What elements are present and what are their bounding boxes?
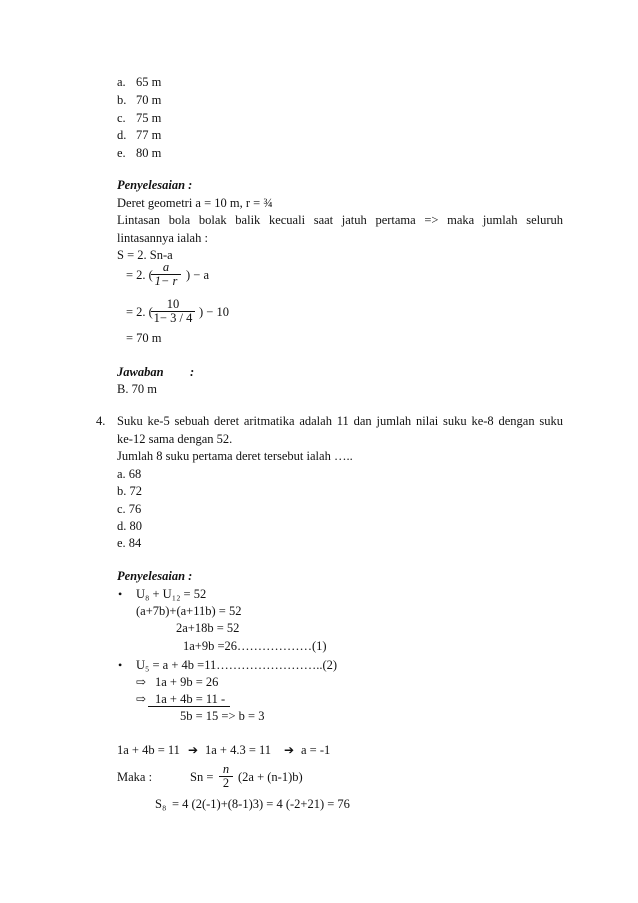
step-suffix: ) − 10 [199, 305, 229, 319]
sn-label: Sn = [190, 770, 214, 784]
s8-label: S₈ [155, 797, 167, 811]
equation-line: U₈ + U₁₂ = 52 [136, 587, 207, 601]
fraction-denominator: 2 [222, 776, 230, 790]
option-letter: c. [117, 111, 126, 125]
step-prefix: = 2. ( [126, 305, 153, 319]
sn-formula: (2a + (n-1)b) [238, 770, 303, 784]
arrow-right-icon: ⇨ [136, 692, 147, 706]
option-letter: a. [117, 75, 126, 89]
bullet-icon: • [118, 587, 123, 601]
fraction-a-over-1-minus-r [151, 261, 181, 288]
solution-heading: Penyelesaian : [117, 178, 193, 192]
explanation-line: Lintasan bola bolak balik kecuali saat jatuh pertama => maka jumlah seluruh [117, 213, 563, 227]
given-line: Deret geometri a = 10 m, r = ¾ [117, 196, 273, 210]
step-suffix: ) − a [186, 268, 210, 282]
equation-line: 1a + 4.3 = 11 [205, 743, 272, 757]
fraction-10-over-1-minus-3-4 [151, 298, 195, 325]
answer-colon: : [190, 365, 195, 379]
equation-line: 2a+18b = 52 [176, 621, 240, 635]
arrow-right-icon: ⇨ [136, 675, 147, 689]
equation-line: a = -1 [301, 743, 331, 757]
option-letter: b. [117, 93, 127, 107]
equation-line: 1a+9b =26………………(1) [183, 639, 327, 653]
fraction-numerator: n [219, 763, 233, 777]
s8-formula: = 4 (2(-1)+(8-1)3) = 4 (-2+21) = 76 [172, 797, 350, 811]
fraction-n-over-2 [219, 763, 233, 790]
arrow-right-icon: ➔ [188, 743, 199, 757]
maka-label: Maka : [117, 770, 153, 784]
option-letter: e. [117, 146, 126, 160]
subtraction-line [148, 706, 230, 707]
option-text: 75 m [136, 111, 162, 125]
option-text: 65 m [136, 75, 162, 89]
fraction-numerator: a [151, 261, 181, 275]
fraction-denominator: 1− 3 / 4 [153, 311, 193, 325]
option-text: 77 m [136, 128, 162, 142]
step-result: = 70 m [126, 331, 162, 345]
equation-line: 1a + 9b = 26 [155, 675, 219, 689]
equation-line: U₅ = a + 4b =11……………………..(2) [136, 658, 338, 672]
explanation-line: lintasannya ialah : [117, 231, 208, 245]
step-prefix: = 2. ( [126, 268, 153, 282]
formula-line: S = 2. Sn-a [117, 248, 173, 262]
equation-line: (a+7b)+(a+11b) = 52 [136, 604, 242, 618]
solution-heading: Penyelesaian : [117, 569, 193, 583]
option: b. 72 [117, 484, 142, 498]
arrow-right-icon: ➔ [284, 743, 295, 757]
option: a. 68 [117, 467, 142, 481]
equation-result: 5b = 15 => b = 3 [180, 709, 265, 723]
bullet-icon: • [118, 658, 123, 672]
option-text: 80 m [136, 146, 162, 160]
fraction-denominator: 1− r [154, 274, 178, 288]
question-text: ke-12 sama dengan 52. [117, 432, 233, 446]
option-letter: d. [117, 128, 127, 142]
question-text: Jumlah 8 suku pertama deret tersebut ialah ….. [117, 449, 353, 463]
equation-line: 1a + 4b = 11 [117, 743, 180, 757]
question-number: 4. [96, 414, 106, 428]
option: c. 76 [117, 502, 142, 516]
answer-label: Jawaban [117, 365, 164, 379]
option: e. 84 [117, 536, 142, 550]
equation-line: 1a + 4b = 11 - [155, 692, 226, 706]
fraction-numerator: 10 [151, 298, 195, 312]
option-text: 70 m [136, 93, 162, 107]
answer-value: B. 70 m [117, 382, 157, 396]
option: d. 80 [117, 519, 142, 533]
question-text: Suku ke-5 sebuah deret aritmatika adalah 11 dan jumlah nilai suku ke-8 dengan suku [117, 414, 563, 428]
